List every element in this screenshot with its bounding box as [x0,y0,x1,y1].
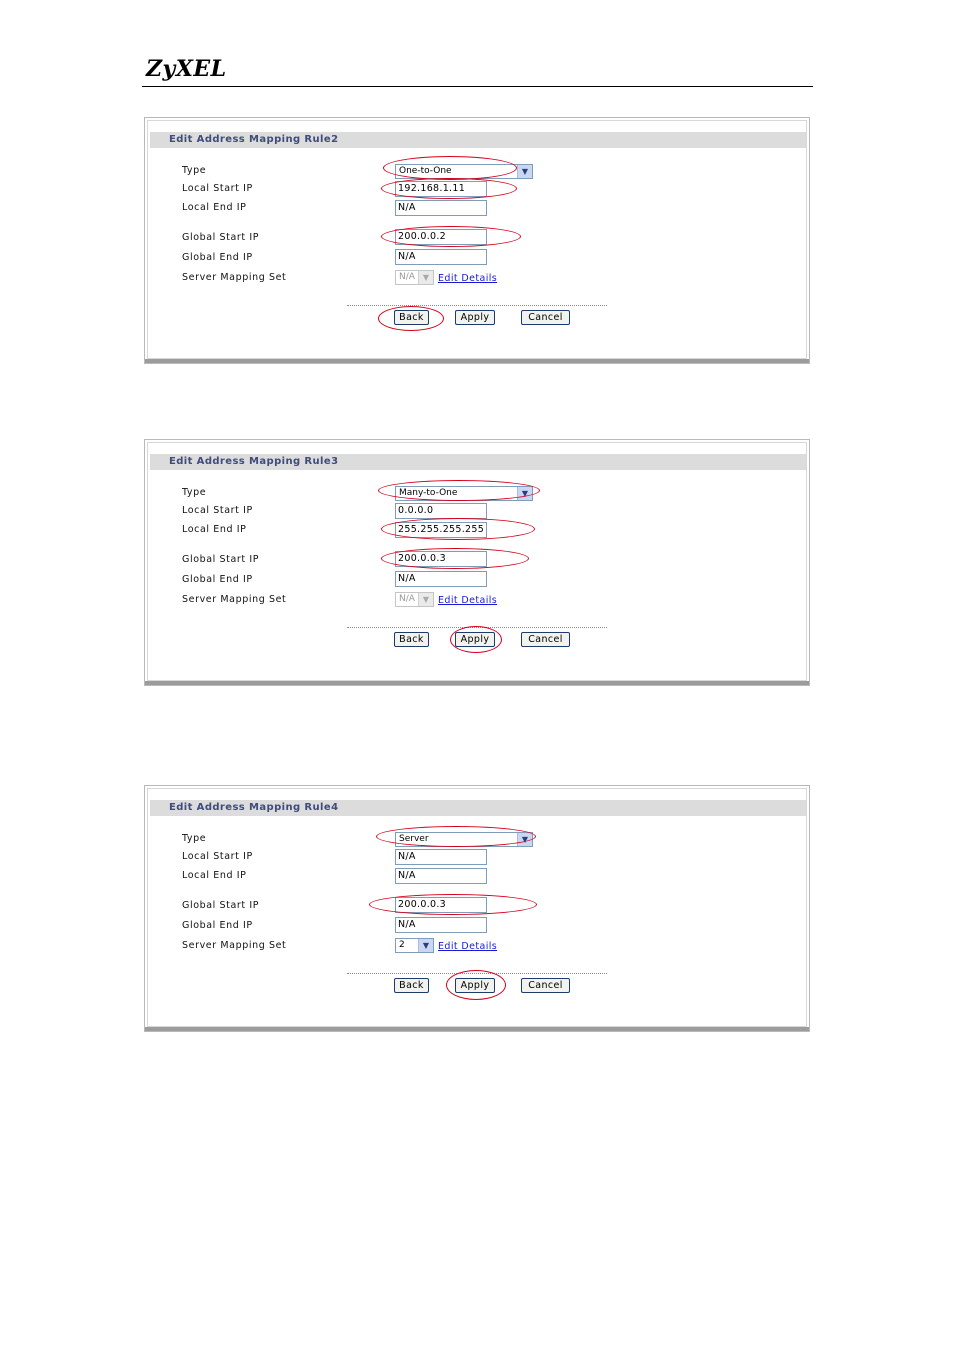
server-mapping-set-label: Server Mapping Set [182,594,287,605]
highlight-oval [383,156,517,180]
type-select-value: One-to-One [399,166,452,176]
apply-button[interactable]: Apply [455,978,495,993]
global-start-ip-input[interactable]: 200.0.0.3 [395,551,487,567]
local-start-ip-label: Local Start IP [182,851,253,862]
local-end-ip-label: Local End IP [182,870,247,881]
local-end-ip-label: Local End IP [182,524,247,535]
local-start-ip-label: Local Start IP [182,183,253,194]
type-select-value: Many-to-One [399,488,458,498]
global-end-ip-input[interactable]: N/A [395,917,487,933]
highlight-oval [381,178,517,199]
global-start-ip-label: Global Start IP [182,554,260,565]
server-mapping-set-label: Server Mapping Set [182,940,287,951]
local-end-ip-label: Local End IP [182,202,247,213]
edit-rule3-panel [144,439,810,686]
global-start-ip-label: Global Start IP [182,232,260,243]
local-end-ip-input[interactable]: N/A [395,868,487,884]
chevron-down-icon: ▼ [418,271,433,284]
global-start-ip-input[interactable]: 200.0.0.3 [395,897,487,913]
highlight-oval [369,894,537,915]
cancel-button[interactable]: Cancel [521,632,570,647]
back-button[interactable]: Back [394,310,429,325]
edit-rule4-panel [144,785,810,1032]
local-end-ip-input[interactable]: 255.255.255.255 [395,522,487,538]
global-end-ip-input[interactable]: N/A [395,571,487,587]
apply-button[interactable]: Apply [455,310,495,325]
server-mapping-set-value: N/A [399,272,415,282]
highlight-oval [450,626,502,653]
chevron-down-icon[interactable]: ▼ [517,487,532,500]
server-mapping-set-value: N/A [399,594,415,604]
global-end-ip-label: Global End IP [182,252,253,263]
highlight-oval [446,970,506,1000]
highlight-oval [381,548,529,569]
chevron-down-icon[interactable]: ▼ [517,833,532,846]
dotted-divider [347,305,607,306]
type-label: Type [182,487,207,498]
zyxel-logo: ZyXEL [146,56,227,82]
type-select-value: Server [399,834,429,844]
chevron-down-icon[interactable]: ▼ [418,939,433,952]
local-start-ip-input[interactable]: 0.0.0.0 [395,503,487,519]
highlight-oval [381,226,521,247]
edit-rule2-panel [144,117,810,364]
highlight-oval [378,306,444,331]
local-start-ip-label: Local Start IP [182,505,253,516]
back-button[interactable]: Back [394,978,429,993]
local-start-ip-input[interactable]: N/A [395,849,487,865]
panel-title: Edit Address Mapping Rule4 [150,800,806,816]
highlight-oval [376,826,536,847]
server-mapping-set-value: 2 [399,940,405,950]
type-label: Type [182,165,207,176]
highlight-oval [378,480,540,501]
global-end-ip-label: Global End IP [182,574,253,585]
panel-title: Edit Address Mapping Rule2 [150,132,806,148]
server-mapping-set-select [395,270,434,285]
header-divider [142,86,813,87]
highlight-oval [381,518,535,540]
global-start-ip-label: Global Start IP [182,900,260,911]
panel-title: Edit Address Mapping Rule3 [150,454,806,470]
chevron-down-icon[interactable]: ▼ [517,165,532,178]
edit-details-link[interactable]: Edit Details [438,595,498,606]
global-end-ip-label: Global End IP [182,920,253,931]
back-button[interactable]: Back [394,632,429,647]
server-mapping-set-select [395,592,434,607]
server-mapping-set-select[interactable] [395,938,434,953]
server-mapping-set-label: Server Mapping Set [182,272,287,283]
cancel-button[interactable]: Cancel [521,978,570,993]
global-end-ip-input[interactable]: N/A [395,249,487,265]
global-start-ip-input[interactable]: 200.0.0.2 [395,229,487,245]
type-label: Type [182,833,207,844]
local-end-ip-input[interactable]: N/A [395,200,487,216]
apply-button[interactable]: Apply [455,632,495,647]
local-start-ip-input[interactable]: 192.168.1.11 [395,181,487,197]
edit-details-link[interactable]: Edit Details [438,941,498,952]
edit-details-link[interactable]: Edit Details [438,273,498,284]
chevron-down-icon: ▼ [418,593,433,606]
cancel-button[interactable]: Cancel [521,310,570,325]
